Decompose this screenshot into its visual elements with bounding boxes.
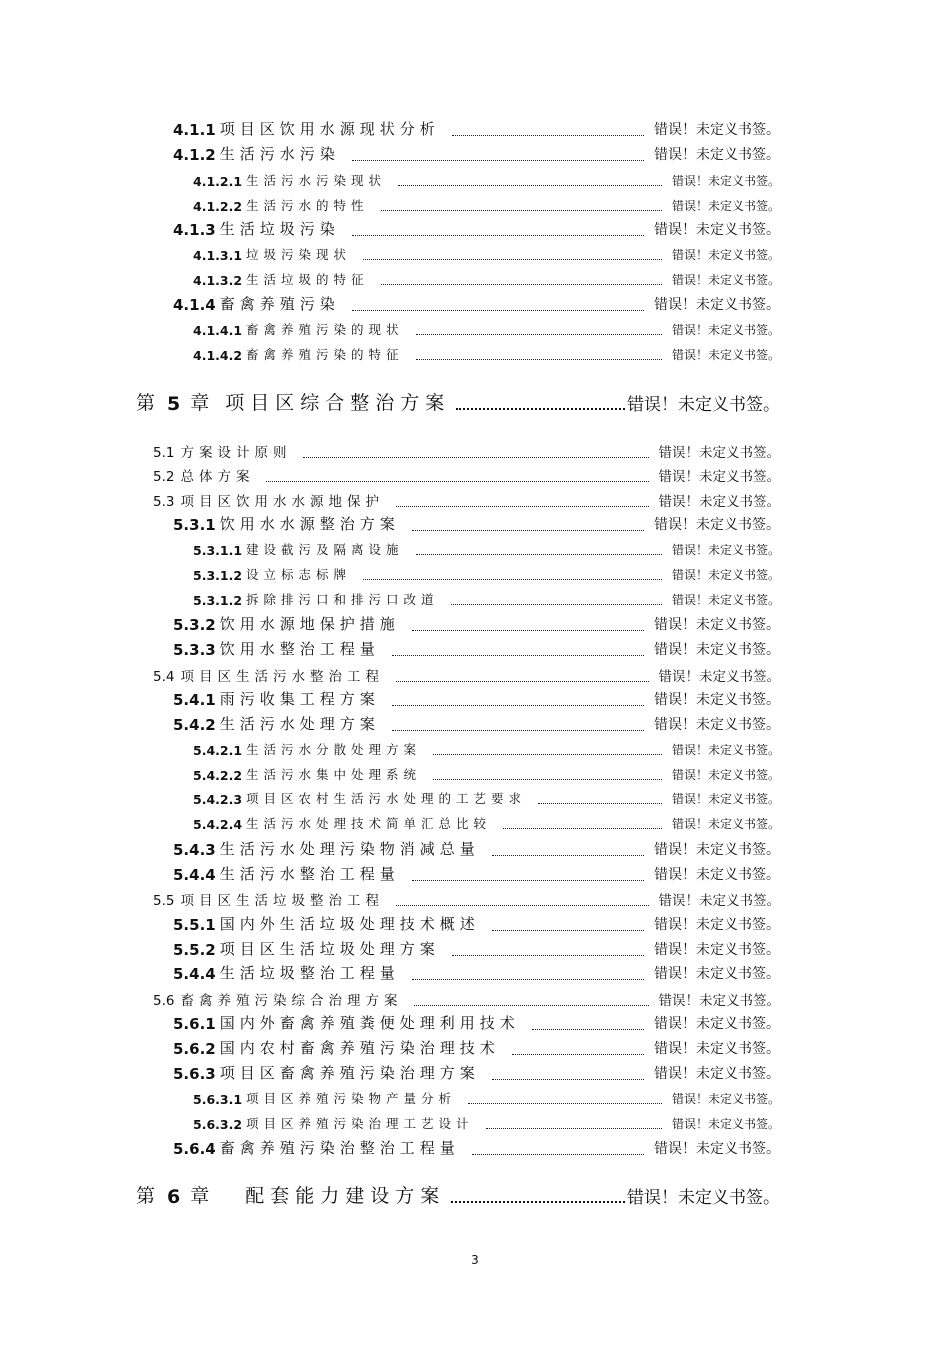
page-ref: 错误！未定义书签。 bbox=[654, 717, 780, 733]
toc-title: 生活污水集中处理系统 bbox=[246, 767, 422, 782]
toc-number: 5.6.3.1 bbox=[193, 1092, 243, 1107]
dot-leader bbox=[492, 1079, 644, 1080]
toc-number: 4.1.4.2 bbox=[193, 348, 243, 363]
toc-title: 生活垃圾污染 bbox=[219, 220, 340, 238]
page-ref: 错误！未定义书签。 bbox=[671, 543, 780, 557]
toc-entry[interactable] bbox=[173, 1012, 780, 1033]
dot-leader bbox=[512, 1054, 644, 1055]
page-ref: 错误！未定义书签。 bbox=[671, 792, 780, 806]
toc-title: 畜禽养殖污染治整治工程量 bbox=[219, 1139, 460, 1157]
toc-number: 4.1.4 bbox=[173, 296, 216, 314]
toc-entry[interactable] bbox=[173, 638, 780, 659]
toc-title: 国内外畜禽养殖粪便处理利用技术 bbox=[219, 1014, 520, 1032]
toc-title: 畜禽养殖污染综合治理方案 bbox=[180, 993, 403, 1009]
dot-leader bbox=[468, 1103, 662, 1104]
toc-number: 5.4.2.3 bbox=[193, 792, 243, 807]
toc-title: 项目区饮用水源现状分析 bbox=[219, 120, 440, 138]
dot-leader bbox=[392, 730, 644, 731]
toc-number: 5.3.2 bbox=[173, 616, 216, 634]
page-ref: 错误！未定义书签。 bbox=[671, 817, 780, 831]
page-ref: 错误！未定义书签。 bbox=[654, 222, 780, 238]
page-ref: 错误！未定义书签。 bbox=[654, 1016, 780, 1032]
dot-leader bbox=[363, 259, 662, 260]
toc-number: 5.4.2.4 bbox=[193, 817, 243, 832]
page-ref: 错误！未定义书签。 bbox=[671, 174, 780, 188]
dot-leader bbox=[352, 160, 644, 161]
page-ref: 错误！未定义书签。 bbox=[671, 593, 780, 607]
page-ref: 错误！未定义书签。 bbox=[654, 867, 780, 883]
dot-leader bbox=[451, 604, 662, 605]
toc-entry[interactable] bbox=[173, 293, 780, 314]
toc-number: 4.1.3.2 bbox=[193, 273, 243, 288]
page-ref: 错误！未定义书签。 bbox=[654, 122, 780, 138]
page-ref: 错误！未定义书签。 bbox=[654, 147, 780, 163]
toc-number: 4.1.4.1 bbox=[193, 323, 243, 338]
toc-entry[interactable] bbox=[193, 789, 780, 807]
toc-number: 4.1.2.1 bbox=[193, 174, 243, 189]
chapter-suffix: 章 bbox=[190, 392, 212, 414]
dot-leader bbox=[396, 905, 649, 906]
toc-title: 项目区农村生活污水处理的工艺要求 bbox=[246, 791, 527, 806]
dot-leader bbox=[352, 235, 644, 236]
toc-entry[interactable] bbox=[173, 1037, 780, 1058]
dot-leader bbox=[452, 135, 644, 136]
toc-number: 5.3.1.2 bbox=[193, 568, 243, 583]
page-ref: 错误！未定义书签。 bbox=[654, 1141, 780, 1157]
toc-title: 生活污水污染 bbox=[219, 145, 340, 163]
chapter-number: 5 bbox=[167, 393, 181, 415]
toc-title: 项目区养殖污染治理工艺设计 bbox=[246, 1116, 474, 1131]
toc-number: 5.5.1 bbox=[173, 916, 216, 934]
page-ref: 错误！未定义书签。 bbox=[654, 917, 780, 933]
toc-title: 畜禽养殖污染的特征 bbox=[246, 347, 404, 362]
toc-entry[interactable] bbox=[153, 889, 780, 909]
dot-leader bbox=[412, 979, 644, 980]
page-ref: 错误！未定义书签。 bbox=[654, 692, 780, 708]
toc-entry[interactable] bbox=[173, 713, 780, 734]
page-ref: 错误！未定义书签。 bbox=[671, 273, 780, 287]
toc-entry[interactable] bbox=[153, 665, 780, 685]
toc-title: 畜禽养殖污染的现状 bbox=[246, 322, 404, 337]
toc-entry[interactable] bbox=[173, 1062, 780, 1083]
page-ref: 错误！未定义书签。 bbox=[654, 942, 780, 958]
chapter-suffix: 章 bbox=[190, 1185, 212, 1207]
toc-number: 5.3.1 bbox=[173, 516, 216, 534]
chapter-prefix: 第 bbox=[136, 392, 158, 414]
toc-entry[interactable] bbox=[193, 540, 780, 558]
dot-leader bbox=[266, 481, 648, 482]
toc-title: 项目区畜禽养殖污染治理方案 bbox=[219, 1064, 480, 1082]
toc-entry[interactable] bbox=[193, 171, 780, 189]
toc-number: 5.3 bbox=[153, 494, 175, 510]
dot-leader bbox=[452, 955, 644, 956]
toc-title: 生活污水处理污染物消减总量 bbox=[219, 840, 480, 858]
toc-number: 5.6.3.2 bbox=[193, 1117, 243, 1132]
toc-number: 5.6.2 bbox=[173, 1040, 216, 1058]
dot-leader bbox=[433, 754, 662, 755]
toc-entry[interactable] bbox=[173, 913, 780, 934]
toc-entry[interactable] bbox=[193, 345, 780, 363]
toc-entry[interactable] bbox=[193, 814, 780, 832]
toc-number: 5.1 bbox=[153, 445, 175, 461]
toc-title: 项目区生活污水整治工程 bbox=[180, 669, 384, 685]
toc-entry[interactable] bbox=[193, 196, 780, 214]
toc-title: 雨污收集工程方案 bbox=[219, 690, 380, 708]
toc-number: 5.4.2.1 bbox=[193, 743, 243, 758]
toc-title: 生活污水的特性 bbox=[246, 198, 369, 213]
toc-entry[interactable] bbox=[193, 320, 780, 338]
toc-entry[interactable] bbox=[173, 613, 780, 634]
toc-title: 建设截污及隔离设施 bbox=[246, 542, 404, 557]
toc-entry[interactable] bbox=[173, 863, 780, 884]
dot-leader bbox=[532, 1029, 644, 1030]
dot-leader bbox=[412, 880, 644, 881]
page-ref: 错误！未定义书签。 bbox=[654, 1066, 780, 1082]
toc-number: 4.1.2 bbox=[173, 146, 216, 164]
toc-entry[interactable] bbox=[173, 962, 780, 983]
toc-title: 生活污水处理方案 bbox=[219, 715, 380, 733]
toc-entry[interactable] bbox=[193, 1089, 780, 1107]
dot-leader bbox=[396, 506, 649, 507]
toc-number: 5.3.1.2 bbox=[193, 593, 243, 608]
toc-entry[interactable] bbox=[153, 441, 780, 461]
toc-number: 5.4.2.2 bbox=[193, 768, 243, 783]
toc-entry[interactable] bbox=[153, 490, 780, 510]
toc-number: 5.5 bbox=[153, 893, 175, 909]
toc-title: 畜禽养殖污染 bbox=[219, 295, 340, 313]
toc-number: 5.4 bbox=[153, 669, 175, 685]
toc-number: 5.3.1.1 bbox=[193, 543, 243, 558]
toc-title: 项目区养殖污染物产量分析 bbox=[246, 1091, 457, 1106]
dot-leader bbox=[352, 310, 644, 311]
dot-leader bbox=[416, 554, 662, 555]
chapter-number: 6 bbox=[167, 1186, 181, 1208]
toc-entry[interactable] bbox=[173, 143, 780, 164]
toc-title: 设立标志标牌 bbox=[246, 567, 352, 582]
toc-title: 配套能力建设方案 bbox=[245, 1185, 446, 1207]
page-ref: 错误！未定义书签。 bbox=[654, 842, 780, 858]
page-ref: 错误！未定义书签。 bbox=[654, 966, 780, 982]
toc-number: 4.1.1 bbox=[173, 121, 216, 139]
toc-chapter-entry[interactable] bbox=[136, 1181, 780, 1208]
toc-entry[interactable] bbox=[173, 1137, 780, 1158]
toc-entry[interactable] bbox=[173, 218, 780, 239]
toc-entry[interactable] bbox=[193, 590, 780, 608]
dot-leader bbox=[416, 359, 662, 360]
page-ref: 错误！未定义书签。 bbox=[654, 642, 780, 658]
toc-title: 生活垃圾的特征 bbox=[246, 272, 369, 287]
page-ref: 错误！未定义书签。 bbox=[627, 395, 780, 415]
toc-chapter-entry[interactable] bbox=[136, 388, 780, 415]
toc-title: 饮用水水源整治方案 bbox=[219, 515, 400, 533]
toc-title: 生活污水污染现状 bbox=[246, 173, 387, 188]
toc-entry[interactable] bbox=[173, 838, 780, 859]
toc-number: 5.4.1 bbox=[173, 691, 216, 709]
page-ref: 错误！未定义书签。 bbox=[671, 199, 780, 213]
dot-leader bbox=[472, 1154, 644, 1155]
page-ref: 错误！未定义书签。 bbox=[654, 1041, 780, 1057]
page-ref: 错误！未定义书签。 bbox=[654, 617, 780, 633]
dot-leader bbox=[392, 705, 644, 706]
dot-leader bbox=[503, 828, 662, 829]
toc-title: 总体方案 bbox=[180, 469, 255, 485]
page-ref: 错误！未定义书签。 bbox=[671, 743, 780, 757]
toc-number: 4.1.3.1 bbox=[193, 248, 243, 263]
dot-leader bbox=[538, 803, 662, 804]
toc-title: 生活污水处理技术简单汇总比较 bbox=[246, 816, 492, 831]
page-ref: 错误！未定义书签。 bbox=[658, 669, 780, 685]
dot-leader bbox=[412, 530, 644, 531]
toc-entry[interactable] bbox=[193, 1114, 780, 1132]
toc-title: 国内农村畜禽养殖污染治理技术 bbox=[219, 1039, 500, 1057]
toc-title: 生活垃圾整治工程量 bbox=[219, 964, 400, 982]
page-ref: 错误！未定义书签。 bbox=[671, 323, 780, 337]
toc-entry[interactable] bbox=[153, 989, 780, 1009]
toc-entry[interactable] bbox=[193, 765, 780, 783]
page-ref: 错误！未定义书签。 bbox=[658, 469, 780, 485]
toc-title: 国内外生活垃圾处理技术概述 bbox=[219, 915, 480, 933]
page-ref: 错误！未定义书签。 bbox=[658, 993, 780, 1009]
toc-number: 5.4.2 bbox=[173, 716, 216, 734]
toc-title: 项目区综合整治方案 bbox=[225, 392, 451, 414]
toc-number: 5.2 bbox=[153, 469, 175, 485]
page-ref: 错误！未定义书签。 bbox=[654, 517, 780, 533]
toc-title: 拆除排污口和排污口改道 bbox=[246, 592, 439, 607]
toc-title: 垃圾污染现状 bbox=[246, 247, 352, 262]
dot-leader bbox=[492, 930, 644, 931]
toc-number: 5.4.3 bbox=[173, 841, 216, 859]
toc-entry[interactable] bbox=[173, 118, 780, 139]
toc-entry[interactable] bbox=[173, 513, 780, 534]
toc-entry[interactable] bbox=[193, 565, 780, 583]
dot-leader bbox=[392, 655, 644, 656]
toc-title: 饮用水整治工程量 bbox=[219, 640, 380, 658]
toc-number: 5.6 bbox=[153, 993, 175, 1009]
page-ref: 错误！未定义书签。 bbox=[671, 348, 780, 362]
page-ref: 错误！未定义书签。 bbox=[671, 248, 780, 262]
dot-leader bbox=[486, 1128, 662, 1129]
toc-number: 5.5.2 bbox=[173, 941, 216, 959]
dot-leader bbox=[414, 1005, 648, 1006]
toc-entry[interactable] bbox=[173, 938, 780, 959]
page-number: 3 bbox=[471, 1253, 479, 1267]
dot-leader bbox=[381, 210, 662, 211]
page-ref: 错误！未定义书签。 bbox=[671, 568, 780, 582]
toc-entry[interactable] bbox=[173, 688, 780, 709]
page-ref: 错误！未定义书签。 bbox=[627, 1188, 780, 1208]
toc-title: 项目区生活垃圾处理方案 bbox=[219, 940, 440, 958]
page-ref: 错误！未定义书签。 bbox=[671, 1092, 780, 1106]
page-ref: 错误！未定义书签。 bbox=[671, 768, 780, 782]
dot-leader bbox=[492, 855, 644, 856]
toc-title: 饮用水源地保护措施 bbox=[219, 615, 400, 633]
page-ref: 错误！未定义书签。 bbox=[671, 1117, 780, 1131]
dot-leader bbox=[398, 185, 662, 186]
toc-number: 5.6.3 bbox=[173, 1065, 216, 1083]
toc-title: 生活污水整治工程量 bbox=[219, 865, 400, 883]
toc-title: 项目区饮用水水源地保护 bbox=[180, 494, 384, 510]
dot-leader bbox=[363, 579, 662, 580]
page-ref: 错误！未定义书签。 bbox=[658, 494, 780, 510]
toc-entry[interactable] bbox=[153, 465, 780, 485]
toc-entry[interactable] bbox=[193, 740, 780, 758]
toc-number: 5.4.4 bbox=[173, 866, 216, 884]
dot-leader bbox=[416, 334, 662, 335]
toc-entry[interactable] bbox=[193, 245, 780, 263]
dot-leader bbox=[303, 457, 648, 458]
dot-leader bbox=[412, 630, 644, 631]
toc-number: 5.6.4 bbox=[173, 1140, 216, 1158]
page-ref: 错误！未定义书签。 bbox=[658, 893, 780, 909]
chapter-prefix: 第 bbox=[136, 1185, 158, 1207]
dot-leader bbox=[451, 1201, 625, 1203]
dot-leader bbox=[456, 408, 625, 410]
toc-title: 生活污水分散处理方案 bbox=[246, 742, 422, 757]
toc-number: 5.6.1 bbox=[173, 1015, 216, 1033]
toc-number: 5.3.3 bbox=[173, 641, 216, 659]
dot-leader bbox=[433, 779, 662, 780]
dot-leader bbox=[381, 284, 662, 285]
page-ref: 错误！未定义书签。 bbox=[654, 297, 780, 313]
toc-number: 5.4.4 bbox=[173, 965, 216, 983]
toc-title: 方案设计原则 bbox=[180, 445, 292, 461]
dot-leader bbox=[396, 681, 649, 682]
toc-title: 项目区生活垃圾整治工程 bbox=[180, 893, 384, 909]
toc-entry[interactable] bbox=[193, 270, 780, 288]
toc-number: 4.1.2.2 bbox=[193, 199, 243, 214]
toc-number: 4.1.3 bbox=[173, 221, 216, 239]
page-ref: 错误！未定义书签。 bbox=[658, 445, 780, 461]
